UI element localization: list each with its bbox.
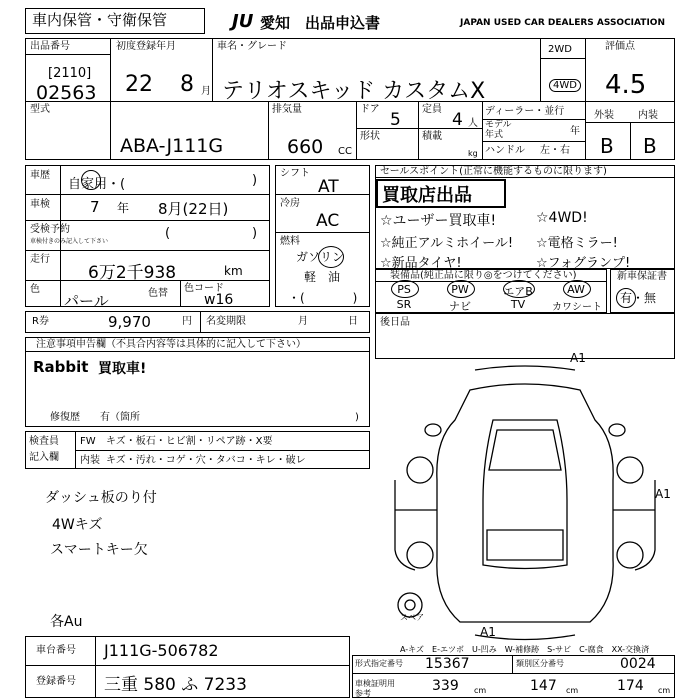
dealer-label: ディーラー・並行 <box>485 106 565 117</box>
equipment-label: 装備品(純正品に限り◎をつけてください) <box>390 270 577 281</box>
equip-sr: SR <box>396 298 412 311</box>
model-year-label-1: モデル <box>485 120 512 130</box>
sales-point-2: ☆純正アルミホイール! <box>380 236 514 251</box>
fuel-label: 燃料 <box>280 236 300 247</box>
fuel-diesel: 軽 油 <box>304 270 341 284</box>
car-type-options: 自家用・( <box>68 177 126 192</box>
drive-4wd-label: 4WD <box>549 79 581 92</box>
private-use-circle <box>81 170 101 190</box>
sales-point-3: ☆新品タイヤ! <box>380 256 462 271</box>
color-code-label: 色コード <box>184 283 224 294</box>
back-page-label: 後日品 <box>380 317 410 328</box>
repair-history: 修復歴 有（箇所 <box>50 412 140 423</box>
note-line-1: ダッシュ板のり付 <box>45 490 157 506</box>
sales-point-3b: ☆フォグランプ! <box>536 256 631 271</box>
interior-label: 内装 <box>638 110 658 121</box>
plate-no-label: 登録番号 <box>36 676 76 687</box>
model-code-label: 型式 <box>30 104 50 115</box>
ref1-unit: cm <box>474 686 487 695</box>
vehicle-info-box <box>25 165 270 307</box>
inspection-year-value: 7 <box>90 198 100 216</box>
form-ref-label: 形式指定番号 <box>355 659 403 668</box>
entry-label: 記入欄 <box>29 452 59 463</box>
capacity-label: 定員 <box>422 104 442 115</box>
lot-no-label: 出品番号 <box>30 41 70 52</box>
model-grade-label: 車名・グレード <box>217 41 287 52</box>
doors-label: ドア <box>360 104 380 115</box>
name-change-day: 日 <box>348 316 358 327</box>
equip-leather-seat: カワシート <box>552 302 602 313</box>
aircon-value: AC <box>316 211 340 231</box>
ref3-unit: cm <box>658 686 671 695</box>
shift-value: AT <box>318 177 339 197</box>
note-line-2: 4Wキズ <box>52 517 103 533</box>
equip-tv: TV <box>510 298 526 311</box>
mileage-unit: km <box>224 264 243 278</box>
recycle-label: R券 <box>32 316 49 327</box>
gasoline-circle <box>318 246 344 268</box>
damage-a1-rear: A1 <box>480 625 496 639</box>
reg-month-suffix: 月 <box>201 86 211 97</box>
damage-legend: A-キズ E-エツボ U-凹み W-補修跡 S-サビ C-腐食 XX-交換済 <box>400 645 650 654</box>
damage-a1-front: A1 <box>570 351 586 365</box>
fw-label: FW <box>80 436 96 447</box>
kg-unit: kg <box>468 149 478 158</box>
fuel-gasoline: ガソリン <box>296 250 345 264</box>
mileage-label: 走行 <box>30 254 50 265</box>
ref1-label: 参考 <box>355 689 371 698</box>
color-code-value: w16 <box>204 292 234 308</box>
rating-label: 評価点 <box>605 41 635 52</box>
car-name-value: テリオスキッド カスタムX <box>222 79 486 104</box>
ref2-unit: cm <box>566 686 579 695</box>
class-ref-label: 類別区分番号 <box>516 659 564 668</box>
year-unit: 年 <box>570 126 580 137</box>
displacement-value: 660 <box>287 136 324 158</box>
inspection-label: 車検 <box>30 199 50 210</box>
warranty-options: 有・無 <box>620 291 657 305</box>
equip-ps: PS <box>397 283 411 296</box>
lot-sub-value: [2110] <box>48 66 92 81</box>
form-ref-value: 15367 <box>425 656 470 672</box>
inspector-label: 検査員 <box>29 436 59 447</box>
reserve-open-paren: ( <box>165 226 171 241</box>
association-name: JAPAN USED CAR DEALERS ASSOCIATION <box>460 18 665 28</box>
capacity-value: 4 <box>452 110 463 130</box>
aircon-label: 冷房 <box>280 198 300 209</box>
reserve-note: 車検付きのみ記入して下さい <box>30 238 109 245</box>
inspection-date-value: 8月(22日) <box>158 200 229 218</box>
exterior-value: B <box>600 134 614 158</box>
chassis-no-label: 車台番号 <box>36 645 76 656</box>
org-name: 愛知 <box>260 14 291 32</box>
car-type-label: 車歴 <box>30 170 50 181</box>
storage-label: 車内保管・守衛保管 <box>32 11 168 29</box>
shift-label: シフト <box>280 168 310 179</box>
drive-2wd-label: 2WD <box>548 44 572 55</box>
equip-airbag: エアB <box>503 285 533 298</box>
fuel-paren: ・( ) <box>288 291 358 305</box>
name-change-month: 月 <box>298 316 308 327</box>
reserve-close-paren: ) <box>252 226 258 241</box>
model-year-label-2: 年式 <box>485 130 504 140</box>
ju-logo: JU <box>232 11 254 32</box>
equip-aw: AW <box>567 283 585 296</box>
color-change-label: 色替 <box>148 288 168 299</box>
sales-point-1: ☆ユーザー買取車! <box>380 213 497 229</box>
interior-check-label: 内装 <box>80 455 100 466</box>
shape-label: 形状 <box>360 131 380 142</box>
persons-unit: 人 <box>468 118 478 129</box>
recycle-value: 9,970 <box>108 313 151 331</box>
color-label: 色 <box>30 284 40 295</box>
ref1-value: 339 <box>432 678 459 694</box>
car-diagram <box>375 360 675 650</box>
yen-unit: 円 <box>182 316 192 327</box>
ref3-value: 174 <box>617 678 644 694</box>
chassis-no-value: J111G-506782 <box>104 641 219 660</box>
interior-check: キズ・汚れ・コゲ・穴・タバコ・キレ・破レ <box>106 455 306 466</box>
form-title: 出品申込書 <box>305 14 381 32</box>
damage-a1-side: A1 <box>655 487 671 501</box>
notes-brand: Rabbit <box>33 358 89 376</box>
repair-history-close: ) <box>355 412 359 423</box>
reg-year-value: 22 <box>125 72 153 97</box>
sales-point-label: セールスポイント(正常に機能するものに限ります) <box>380 166 607 177</box>
color-value: パール <box>64 292 109 310</box>
spare-label: スペア <box>400 613 424 622</box>
ref2-value: 147 <box>530 678 557 694</box>
reserve-label: 受検予約 <box>30 224 70 235</box>
sales-point-1b: ☆4WD! <box>536 210 588 226</box>
loading-label: 積載 <box>422 131 442 142</box>
plate-no-value: 三重 580 ふ 7233 <box>104 675 247 695</box>
exterior-label: 外装 <box>594 110 614 121</box>
displacement-label: 排気量 <box>272 104 302 115</box>
circle-airbag <box>503 280 535 298</box>
sales-point-2b: ☆電格ミラー! <box>536 236 618 251</box>
class-ref-value: 0024 <box>620 656 656 672</box>
inspection-year-unit: 年 <box>117 201 130 215</box>
circle-pw <box>447 280 475 298</box>
handle-options: 左・右 <box>540 145 570 156</box>
doors-value: 5 <box>390 110 401 130</box>
circle-ps <box>391 280 419 298</box>
handle-label: ハンドル <box>485 145 525 156</box>
lot-number-value: 02563 <box>36 82 97 104</box>
inspection-cert-label: 車検証明用 <box>355 679 395 688</box>
circle-aw <box>563 280 591 298</box>
interior-value: B <box>643 134 657 158</box>
equip-pw: PW <box>451 283 469 296</box>
mileage-value: 6万2千938 <box>88 263 177 283</box>
warranty-yes-circle <box>616 288 636 308</box>
back-page-box <box>375 313 675 359</box>
rating-value: 4.5 <box>605 70 647 100</box>
buy-shop-title: 買取店出品 <box>382 185 472 206</box>
notes-header: 注意事項申告欄（不具合内容等は具体的に記入して下さい） <box>36 339 306 350</box>
model-code-value: ABA-J111G <box>120 135 224 157</box>
first-reg-label: 初度登録年月 <box>116 41 176 52</box>
note-line-3: スマートキー欠 <box>50 542 148 558</box>
note-line-4: 各Au <box>50 614 83 630</box>
cc-unit: CC <box>338 146 352 157</box>
notes-text: 買取車! <box>98 361 147 377</box>
name-change-label: 名変期限 <box>206 316 246 327</box>
car-type-close-paren: ) <box>252 173 258 188</box>
reg-month-value: 8 <box>180 72 194 97</box>
recycle-box <box>25 311 370 333</box>
equip-navi: ナビ <box>449 300 471 313</box>
exterior-check: キズ・板石・ヒビ割・リペア跡・X要 <box>106 436 273 447</box>
warranty-label: 新車保証書 <box>617 271 667 282</box>
